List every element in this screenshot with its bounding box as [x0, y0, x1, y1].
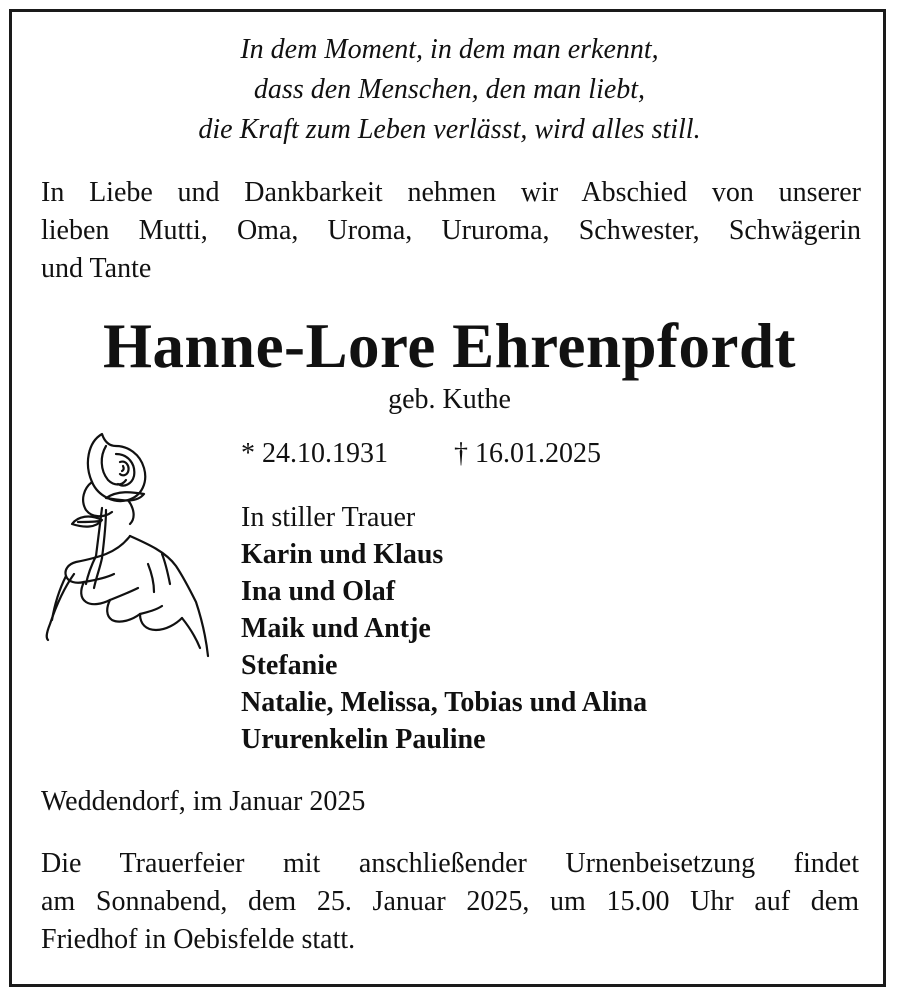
- intro-line: lieben Mutti, Oma, Uroma, Ururoma, Schwester, Schwägerin: [41, 215, 861, 246]
- memorial-quote: [0, 30, 899, 150]
- funeral-line: am Sonnabend, dem 25. Januar 2025, um 15.00 Uhr auf dem: [41, 886, 859, 917]
- intro-text: [41, 174, 861, 288]
- funeral-details: [41, 845, 859, 959]
- mourners-heading: In stiller Trauer: [241, 502, 416, 533]
- birth-name: geb. Kuthe: [388, 384, 511, 415]
- mourner-name: Karin und Klaus: [241, 539, 444, 570]
- quote-line: die Kraft zum Leben verlässt, wird alles still.: [198, 114, 701, 145]
- rose-in-hand-icon: [44, 424, 210, 658]
- quote-line: In dem Moment, in dem man erkennt,: [240, 34, 659, 65]
- mourners-block: [241, 499, 647, 758]
- mourner-name: Natalie, Melissa, Tobias und Alina: [241, 687, 648, 718]
- mourner-name: Stefanie: [241, 650, 338, 681]
- death-date: † 16.01.2025: [454, 438, 601, 469]
- deceased-name: Hanne-Lore Ehrenpfordt: [103, 311, 796, 381]
- intro-line: In Liebe und Dankbarkeit nehmen wir Abschied von unserer: [41, 177, 861, 208]
- place-and-date: Weddendorf, im Januar 2025: [41, 786, 366, 817]
- mourner-name: Maik und Antje: [241, 613, 431, 644]
- funeral-line: Friedhof in Oebisfelde statt.: [41, 924, 356, 955]
- life-dates: [241, 436, 601, 472]
- mourner-name: Ina und Olaf: [241, 576, 396, 607]
- intro-line: und Tante: [41, 253, 152, 284]
- funeral-line: Die Trauerfeier mit anschließender Urnenbeisetzung findet: [41, 848, 859, 879]
- quote-line: dass den Menschen, den man liebt,: [253, 74, 646, 105]
- mourner-name: Ururenkelin Pauline: [241, 724, 486, 755]
- birth-date: * 24.10.1931: [241, 438, 388, 469]
